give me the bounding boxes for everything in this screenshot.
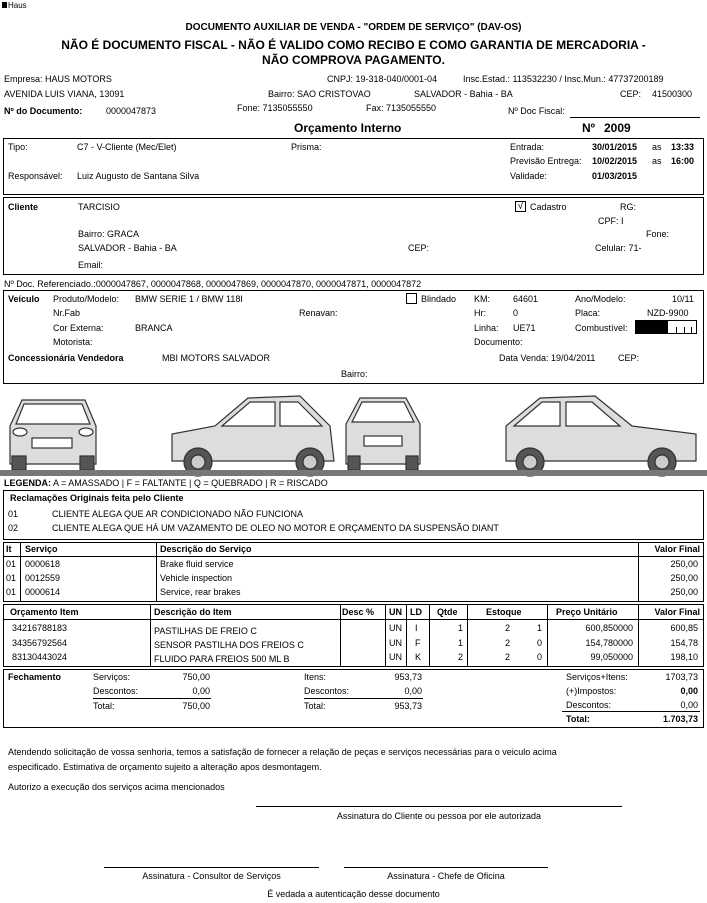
validade-label: Validade: [510, 171, 547, 181]
veiculo-label: Veículo [8, 294, 40, 304]
servico-it: 01 [6, 573, 17, 583]
renavan-label: Renavan: [299, 308, 338, 318]
servicos-header-valor: Valor Final [654, 544, 700, 554]
cep-label: CEP: [620, 89, 642, 99]
car-side-view-left [172, 396, 334, 476]
orcamento-title: Orçamento Interno [294, 121, 402, 135]
fech-itens: 953,73 [394, 672, 422, 682]
hr-label: Hr: [474, 308, 486, 318]
entrada-date: 30/01/2015 [592, 142, 638, 152]
header-line2: NÃO É DOCUMENTO FISCAL - NÃO É VALIDO COMO RECIBO E COMO GARANTIA DE MERCADORIA - [61, 38, 646, 52]
footer-p1: Atendendo solicitação de vossa senhoria, temos a satisfação de fornecer a relação de peças e serviços necessárias para o veiculo acima [8, 747, 557, 757]
bairro: Bairro: SAO CRISTOVAO [268, 89, 371, 99]
signature-line-consultor [104, 867, 319, 868]
footer-p2: especificado. Estimativa de orçamento sujeito a alteração apos desmontagem. [8, 762, 322, 772]
cliente-celular: Celular: 71- [595, 243, 642, 253]
empresa: Empresa: HAUS MOTORS [4, 74, 112, 84]
ano-label: Ano/Modelo: [575, 294, 626, 304]
endereco: AVENIDA LUIS VIANA, 13091 [4, 89, 125, 99]
itens-header-descp: Desc % [342, 607, 375, 617]
produto-value: BMW SERIE 1 / BMW 118I [135, 294, 243, 304]
km-value: 64601 [513, 294, 539, 304]
item-qtde: 1 [457, 638, 463, 648]
cadastro-check-icon: √ [515, 201, 526, 212]
doc-fiscal-line [570, 117, 700, 118]
itens-header-preco: Preço Unitário [556, 607, 618, 617]
data-venda: Data Venda: 19/04/2011 [499, 353, 596, 363]
fech-servicos-label: Serviços: [93, 672, 131, 682]
itens-header-ld: LD [410, 607, 422, 617]
item-codigo: 34216788183 [12, 623, 68, 633]
itens-header-desc: Descrição do Item [154, 607, 232, 617]
item-codigo: 83130443024 [12, 652, 68, 662]
placa-value: NZD-9900 [647, 308, 689, 318]
reclamacoes-title: Reclamações Originais feita pelo Cliente [10, 493, 184, 503]
item-estoque: 2 [504, 623, 510, 633]
documento-label: Documento: [474, 337, 523, 347]
item-un: UN [389, 638, 402, 648]
veiculo-cep: CEP: [618, 353, 640, 363]
reclamacao-text: CLIENTE ALEGA QUE AR CONDICIONADO NÃO FUNCIONA [52, 509, 304, 519]
signature-line-chefe [344, 867, 548, 868]
cliente-cidade: SALVADOR - Bahia - BA [78, 243, 177, 253]
item-ld: F [415, 638, 421, 648]
tipo-value: C7 - V-Cliente (Mec/Elet) [77, 142, 177, 152]
item-qtde: 2 [457, 652, 463, 662]
servico-codigo: 0000614 [25, 587, 61, 597]
servico-desc: Vehicle inspection [160, 573, 233, 583]
fuel-gauge-fill [636, 321, 668, 333]
item-preco: 600,850000 [585, 623, 633, 633]
signature-consultor: Assinatura - Consultor de Serviços [142, 871, 281, 881]
produto-label: Produto/Modelo: [53, 294, 120, 304]
servicos-header-servico: Serviço [25, 544, 58, 554]
fech-total-label: Total: [93, 701, 115, 711]
fech-desc: 0,00 [680, 700, 698, 710]
insc: Insc.Estad.: 113532230 / Insc.Mun.: 47737200189 [463, 74, 664, 84]
fech-itens-label: Itens: [304, 672, 327, 682]
item-qtde: 1 [457, 623, 463, 633]
cliente-cep: CEP: [408, 243, 430, 253]
blindado-box-icon [406, 293, 417, 304]
cliente-label: Cliente [8, 202, 39, 212]
item-estoque: 2 [504, 652, 510, 662]
servico-codigo: 0000618 [25, 559, 61, 569]
cliente-bairro: Bairro: GRACA [78, 229, 140, 239]
fax: Fax: 7135055550 [366, 103, 437, 113]
car-rear-view [346, 398, 420, 470]
veiculo-bairro: Bairro: [341, 369, 368, 379]
logo-icon [2, 2, 7, 8]
item-valor: 600,85 [670, 623, 698, 633]
servico-it: 01 [6, 559, 17, 569]
entrada-label: Entrada: [510, 142, 545, 152]
item-codigo: 34356792564 [12, 638, 68, 648]
item-estoque-2: 0 [536, 652, 542, 662]
servico-valor: 250,00 [670, 573, 698, 583]
km-label: KM: [474, 294, 491, 304]
fech-servicos: 750,00 [182, 672, 210, 682]
validade-value: 01/03/2015 [592, 171, 638, 181]
fone: Fone: 7135055550 [237, 103, 313, 113]
itens-header-estoque: Estoque [486, 607, 522, 617]
item-estoque-2: 1 [536, 623, 542, 633]
doc-referenciado: Nº Doc. Referenciado.:0000047867, 0000047868, 0000047869, 0000047870, 0000047871, 0000047872 [4, 279, 422, 289]
blindado-checkbox[interactable] [406, 293, 417, 304]
item-preco: 99,050000 [590, 652, 633, 662]
item-desc: FLUIDO PARA FREIOS 500 ML B [154, 654, 290, 664]
car-diagram [0, 386, 707, 478]
cpf-label: CPF: I [598, 216, 624, 226]
doc-label: Nº do Documento: [4, 106, 83, 116]
cidade: SALVADOR - Bahia - BA [414, 89, 513, 99]
itens-header-item: Orçamento Item [10, 607, 79, 617]
hr-value: 0 [513, 308, 519, 318]
itens-header-qtde: Qtde [437, 607, 458, 617]
reclamacao-num: 02 [8, 523, 19, 533]
prisma-label: Prisma: [291, 142, 322, 152]
signature-line-cliente [256, 806, 622, 807]
cadastro-checkbox[interactable] [515, 201, 526, 212]
item-un: UN [389, 623, 402, 633]
cor-value: BRANCA [135, 323, 173, 333]
reclamacao-num: 01 [8, 509, 19, 519]
reclamacao-text: CLIENTE ALEGA QUE HÁ UM VAZAMENTO DE OLEO NO MOTOR E ORÇAMENTO DA SUSPENSÃO DIANT [52, 523, 499, 533]
car-side-view-right [506, 396, 696, 476]
fech-descontos: 0,00 [192, 686, 210, 696]
previsao-date: 10/02/2015 [592, 156, 638, 166]
legenda-label: LEGENDA: [4, 478, 51, 488]
item-ld: I [415, 623, 418, 633]
legenda-text: A = AMASSADO | F = FALTANTE | Q = QUEBRADO | R = RISCADO [53, 478, 328, 488]
item-preco: 154,780000 [585, 638, 633, 648]
servico-desc: Brake fluid service [160, 559, 234, 569]
blindado-label: Blindado [421, 294, 457, 304]
entrada-time: 13:33 [671, 142, 695, 152]
header-line1: DOCUMENTO AUXILIAR DE VENDA - "ORDEM DE SERVIÇO" (DAV-OS) [185, 22, 522, 33]
item-desc: PASTILHAS DE FREIO C [154, 626, 257, 636]
servico-desc: Service, rear brakes [160, 587, 241, 597]
concessionaria-value: MBI MOTORS SALVADOR [162, 353, 271, 363]
linha-label: Linha: [474, 323, 499, 333]
servico-valor: 250,00 [670, 587, 698, 597]
fech-impostos-label: (+)Impostos: [566, 686, 617, 696]
ano-value: 10/11 [672, 294, 694, 304]
responsavel-label: Responsável: [8, 171, 63, 181]
fech-desc-label: Descontos: [566, 700, 612, 710]
fech-descontos-label: Descontos: [93, 686, 139, 696]
fuel-gauge [635, 320, 697, 334]
item-valor: 154,78 [670, 638, 698, 648]
signature-chefe: Assinatura - Chefe de Oficina [387, 871, 505, 881]
fech-grand-total: 1.703,73 [662, 714, 698, 724]
itens-header-valor: Valor Final [654, 607, 700, 617]
cep: 41500300 [652, 89, 693, 99]
fech-grand-label: Total: [566, 714, 590, 724]
previsao-time: 16:00 [671, 156, 695, 166]
item-estoque: 2 [504, 638, 510, 648]
fechamento-label: Fechamento [8, 672, 62, 682]
fech-itens-total: 953,73 [394, 701, 422, 711]
combustivel-label: Combustível: [575, 323, 628, 333]
servico-it: 01 [6, 587, 17, 597]
item-un: UN [389, 652, 402, 662]
fech-itens-desc-label: Descontos: [304, 686, 350, 696]
servicos-header-desc: Descrição do Serviço [160, 544, 252, 554]
previsao-label: Previsão Entrega: [510, 156, 582, 166]
cliente-email: Email: [78, 260, 104, 270]
tipo-label: Tipo: [8, 142, 28, 152]
ground-line [0, 470, 707, 476]
fech-itens-desc: 0,00 [404, 686, 422, 696]
concessionaria-label: Concessionária Vendedora [8, 353, 124, 363]
fech-total: 750,00 [182, 701, 210, 711]
brand-name: Haus [8, 1, 27, 10]
item-ld: K [415, 652, 422, 662]
previsao-as: as [652, 156, 662, 166]
footer-vedada: É vedada a autenticação desse documento [267, 889, 440, 899]
cor-label: Cor Externa: [53, 323, 104, 333]
doc-fiscal: Nº Doc Fiscal: [508, 106, 565, 116]
motorista-label: Motorista: [53, 337, 93, 347]
entrada-as: as [652, 142, 662, 152]
fech-si: 1703,73 [665, 672, 698, 682]
fech-itens-total-label: Total: [304, 701, 326, 711]
cliente-nome: TARCISIO [78, 202, 120, 212]
itens-header-un: UN [389, 607, 402, 617]
servico-codigo: 0012559 [25, 573, 61, 583]
brand-logo [2, 1, 27, 10]
cnpj: CNPJ: 19-318-040/0001-04 [327, 74, 438, 84]
item-desc: SENSOR PASTILHA DOS FREIOS C [154, 640, 304, 650]
legenda [4, 478, 328, 488]
orcamento-num: 2009 [604, 121, 631, 135]
rg-label: RG: [620, 202, 637, 212]
servicos-table [3, 542, 704, 602]
item-valor: 198,10 [670, 652, 698, 662]
fech-si-label: Serviços+Itens: [566, 672, 628, 682]
signature-cliente: Assinatura do Cliente ou pessoa por ele autorizada [336, 811, 542, 821]
linha-value: UE71 [513, 323, 536, 333]
servico-valor: 250,00 [670, 559, 698, 569]
orcamento-num-label: Nº [582, 121, 596, 135]
item-estoque-2: 0 [536, 638, 542, 648]
servicos-header-it: It [6, 544, 12, 554]
footer-autorizo: Autorizo a execução dos serviços acima mencionados [8, 782, 225, 792]
fech-impostos: 0,00 [680, 686, 698, 696]
responsavel-value: Luiz Augusto de Santana Silva [77, 171, 200, 181]
doc-number: 0000047873 [106, 106, 157, 116]
car-front-view [10, 400, 96, 470]
placa-label: Placa: [575, 308, 601, 318]
header-line3: NÃO COMPROVA PAGAMENTO. [262, 53, 445, 67]
cliente-fone: Fone: [646, 229, 670, 239]
nrfab-label: Nr.Fab [53, 308, 81, 318]
cadastro-label: Cadastro [530, 202, 567, 212]
